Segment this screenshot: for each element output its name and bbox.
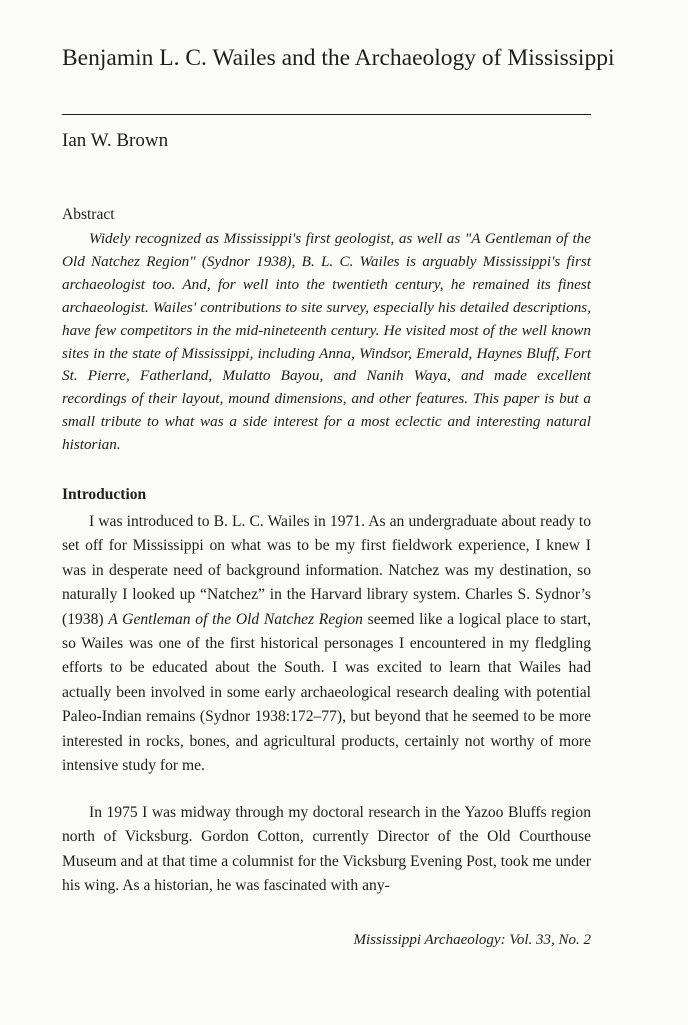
book-title: A Gentleman of the Old Natchez Region <box>108 610 363 628</box>
paragraph-text: seemed like a logical place to start, so Wailes was one of the first historical personages I encountered in my fledgling efforts to be educated about the South. I was excited to learn that Wailes had actually been involved in some early archaeological research dealing with potential Paleo-Indian remains (Sydnor 1938:172–77), but beyond that he seemed to be more interested in rocks, bones, and agricultural products, certainly not worthy of more intensive study for me. <box>62 610 591 775</box>
abstract-heading: Abstract <box>62 206 115 223</box>
article-author: Ian W. Brown <box>62 130 169 151</box>
journal-footer: Mississippi Archaeology: Vol. 33, No. 2 <box>353 932 591 948</box>
introduction-heading: Introduction <box>62 486 147 503</box>
introduction-paragraph-2: In 1975 I was midway through my doctoral research in the Yazoo Bluffs region north of Vicksburg. Gordon Cotton, currently Director of the Old Courthouse Museum and at that time a columnist for the Vicksburg Evening Post, took me under his wing. As a historian, he was fascinated with any- <box>62 804 591 895</box>
paragraph-text: I was introduced to B. L. C. Wailes in 1971. As an undergraduate about ready to set off for Mississippi on what was to be my first fieldwork experience, I knew I was in desperate need of background information. Natchez was my destination, so naturally I looked up “Natchez” in the Harvard library system. Charles S. Sydnor’s (1938) <box>62 513 591 628</box>
title-rule <box>62 114 591 115</box>
article-title: Benjamin L. C. Wailes and the Archaeology of Mississippi <box>62 45 615 71</box>
introduction-paragraph-1 <box>62 510 591 778</box>
abstract-text: Widely recognized as Mississippi's first geologist, as well as "A Gentleman of the Old Natchez Region" (Sydnor 1938), B. L. C. Wailes is arguably Mississippi's first archaeologist too. And, for well into the twentieth century, he remained its finest archaeologist. Wailes' contributions to site survey, especially his detailed descriptions, have few competitors in the mid-nineteenth century. He visited most of the well known sites in the state of Mississippi, including Anna, Windsor, Emerald, Haynes Bluff, Fort St. Pierre, Fatherland, Mulatto Bayou, and Nanih Waya, and made excellent recordings of their layout, mound dimensions, and other features. This paper is but a small tribute to what was a side interest for a most eclectic and interesting natural historian. <box>62 230 591 454</box>
